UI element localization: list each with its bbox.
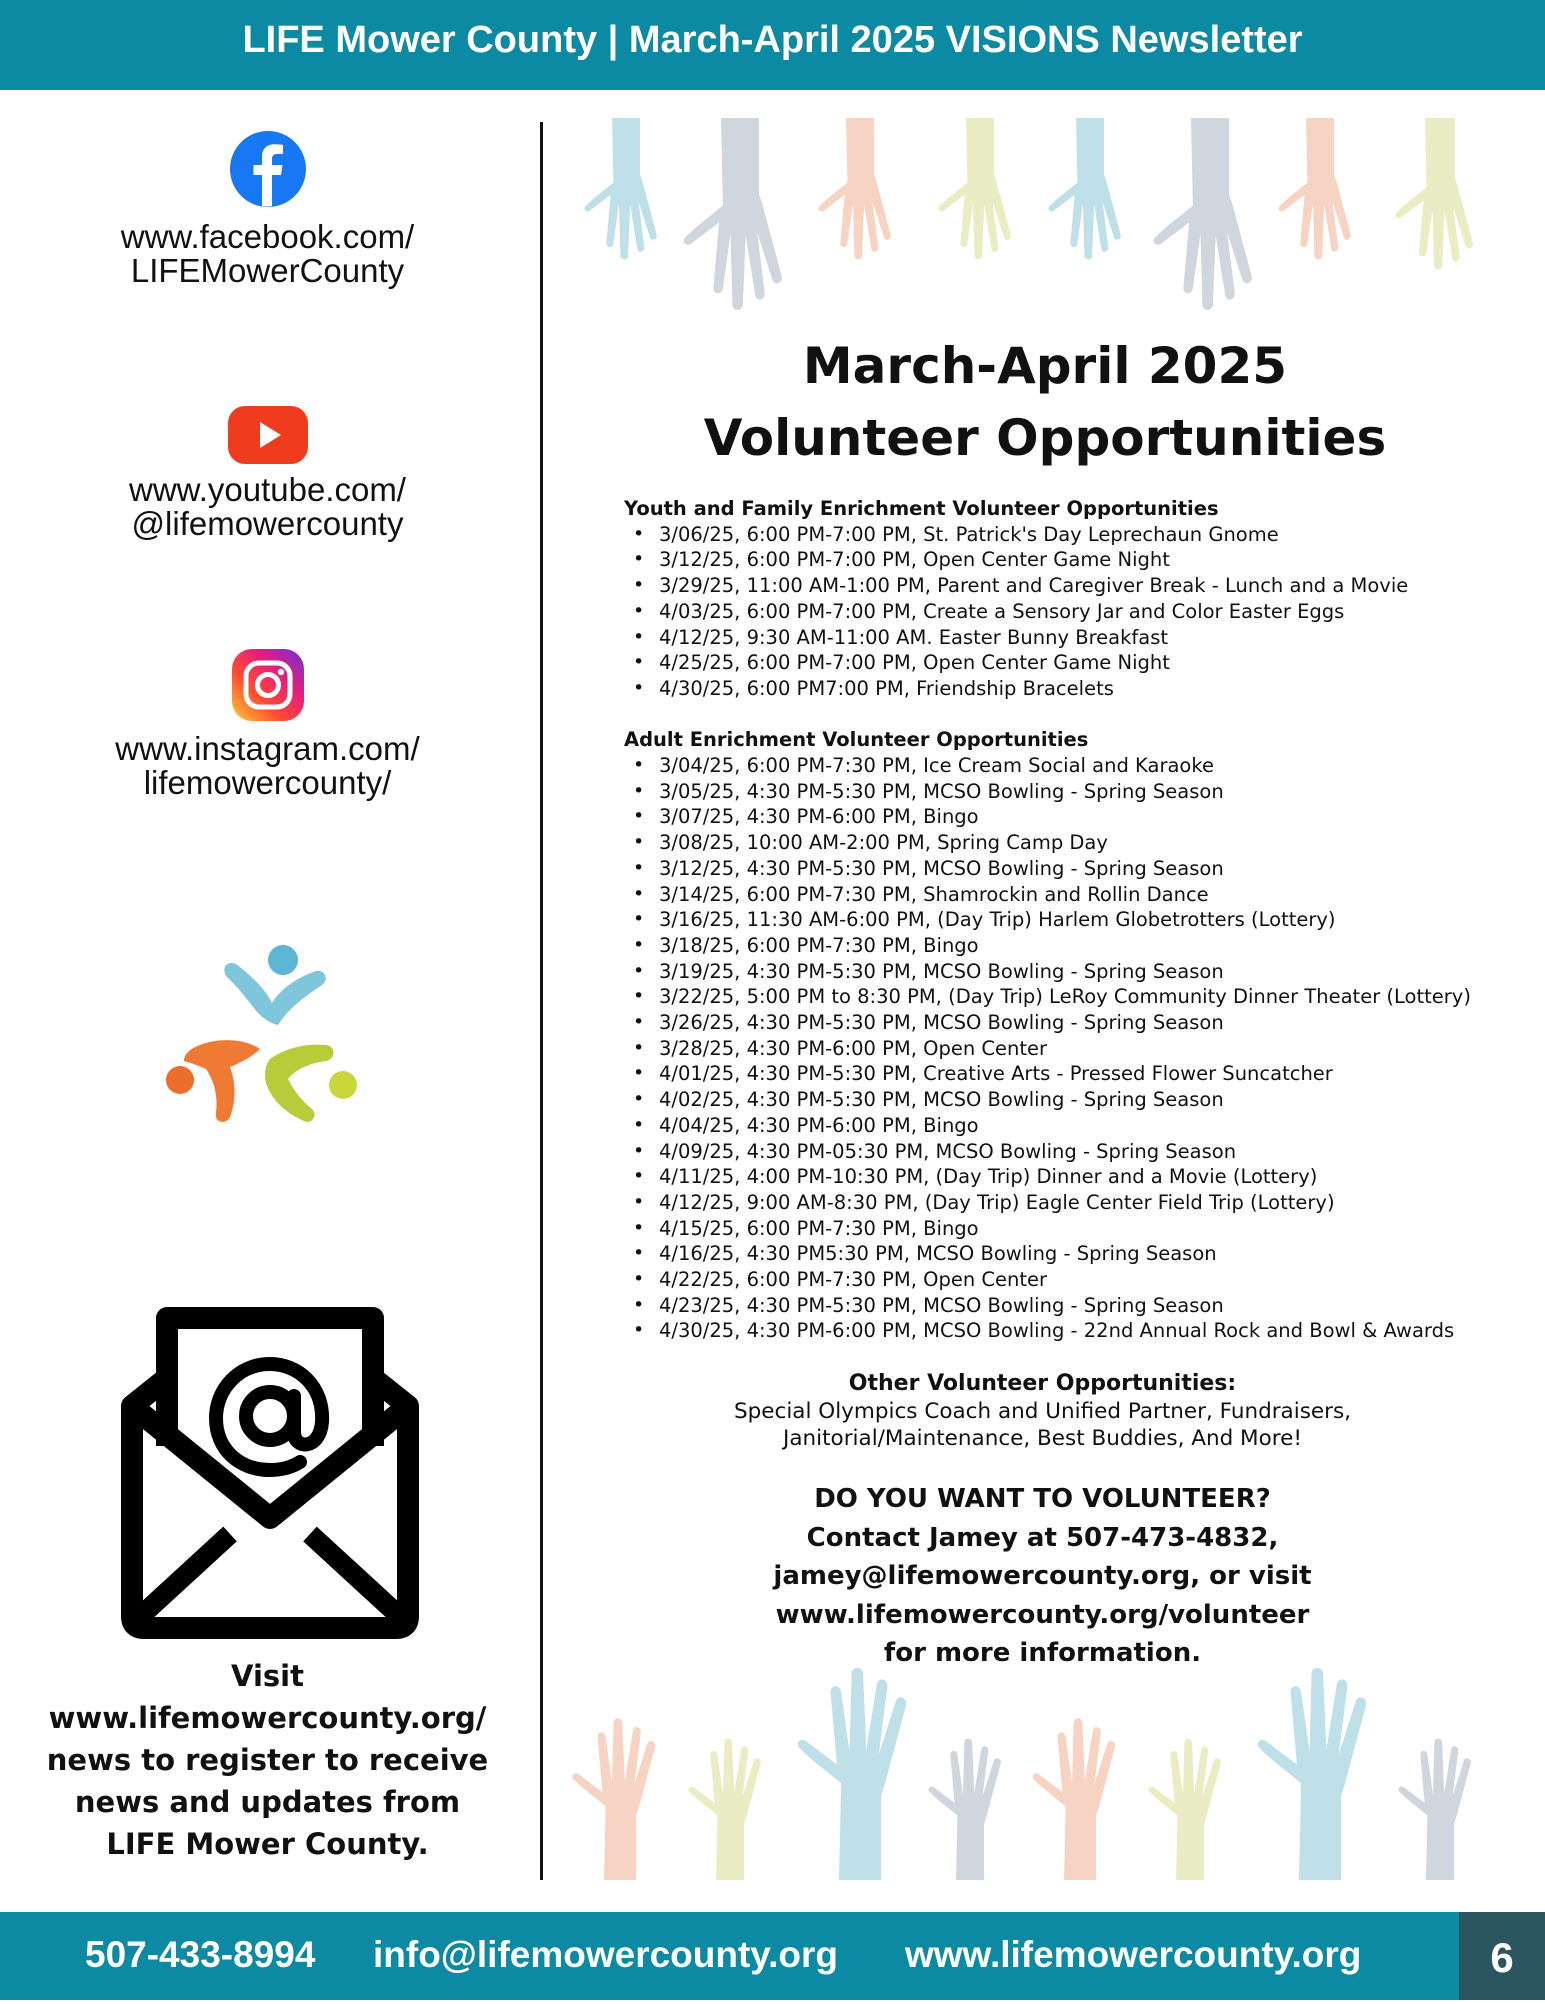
cta-line5: for more information. bbox=[883, 1638, 1202, 1668]
footer-website[interactable]: www.lifemowercounty.org bbox=[905, 1934, 1362, 1975]
youtube-block[interactable] bbox=[60, 405, 475, 541]
other-opportunities bbox=[640, 1370, 1445, 1452]
youtube-url-line2[interactable]: @lifemowercounty bbox=[131, 505, 404, 542]
visit-line4: news and updates from bbox=[74, 1785, 461, 1819]
adult-heading: Adult Enrichment Volunteer Opportunities bbox=[624, 728, 1089, 752]
list-item: • 4/30/25, 6:00 PM7:00 PM, Friendship Bracelets bbox=[659, 676, 1504, 702]
youth-heading: Youth and Family Enrichment Volunteer Opportunities bbox=[624, 497, 1219, 520]
list-item: • 3/14/25, 6:00 PM-7:30 PM, Shamrockin and Rollin Dance bbox=[659, 882, 1504, 908]
other-heading: Other Volunteer Opportunities: bbox=[848, 1371, 1237, 1396]
list-item: • 4/15/25, 6:00 PM-7:30 PM, Bingo bbox=[659, 1216, 1504, 1242]
footer-phone[interactable]: 507-433-8994 bbox=[85, 1934, 316, 1975]
instagram-icon[interactable] bbox=[231, 648, 305, 722]
list-item: • 3/12/25, 6:00 PM-7:00 PM, Open Center Game Night bbox=[659, 547, 1504, 573]
instagram-url-line2[interactable]: lifemowercounty/ bbox=[143, 764, 392, 801]
facebook-url-line1[interactable]: www.facebook.com/ bbox=[120, 218, 415, 255]
list-item: • 3/16/25, 11:30 AM-6:00 PM, (Day Trip) Harlem Globetrotters (Lottery) bbox=[659, 907, 1504, 933]
cta-line3[interactable]: jamey@lifemowercounty.org, or visit bbox=[773, 1561, 1312, 1591]
list-item: • 4/23/25, 4:30 PM-5:30 PM, MCSO Bowling - Spring Season bbox=[659, 1293, 1504, 1319]
list-item: • 4/22/25, 6:00 PM-7:30 PM, Open Center bbox=[659, 1267, 1504, 1293]
list-item: • 4/30/25, 4:30 PM-6:00 PM, MCSO Bowling - 22nd Annual Rock and Bowl & Awards bbox=[659, 1318, 1504, 1344]
column-divider bbox=[540, 122, 543, 1880]
instagram-block[interactable] bbox=[60, 648, 475, 800]
page-number: 6 bbox=[1459, 1912, 1545, 2000]
list-item: • 3/26/25, 4:30 PM-5:30 PM, MCSO Bowling - Spring Season bbox=[659, 1010, 1504, 1036]
visit-note bbox=[40, 1655, 495, 1865]
opportunity-lists bbox=[624, 496, 1504, 1344]
list-item: • 4/04/25, 4:30 PM-6:00 PM, Bingo bbox=[659, 1113, 1504, 1139]
list-item: • 3/22/25, 5:00 PM to 8:30 PM, (Day Trip) LeRoy Community Dinner Theater (Lottery) bbox=[659, 984, 1504, 1010]
header-bar bbox=[0, 0, 1545, 90]
youth-list bbox=[624, 522, 1504, 702]
header-title: LIFE Mower County | March-April 2025 VISIONS Newsletter bbox=[242, 19, 1303, 61]
list-item: • 3/06/25, 6:00 PM-7:00 PM, St. Patrick's Day Leprechaun Gnome bbox=[659, 522, 1504, 548]
hands-decoration-top bbox=[560, 118, 1520, 358]
envelope-at-icon bbox=[110, 1306, 430, 1640]
list-item: • 4/12/25, 9:00 AM-8:30 PM, (Day Trip) Eagle Center Field Trip (Lottery) bbox=[659, 1190, 1504, 1216]
facebook-url-line2[interactable]: LIFEMowerCounty bbox=[130, 252, 405, 289]
visit-line2[interactable]: www.lifemowercounty.org/ bbox=[48, 1701, 487, 1735]
list-item: • 3/18/25, 6:00 PM-7:30 PM, Bingo bbox=[659, 933, 1504, 959]
life-mower-county-logo bbox=[160, 945, 370, 1145]
list-item: • 4/12/25, 9:30 AM-11:00 AM. Easter Bunny Breakfast bbox=[659, 625, 1504, 651]
instagram-url-line1[interactable]: www.instagram.com/ bbox=[115, 730, 420, 767]
cta-line1: DO YOU WANT TO VOLUNTEER? bbox=[814, 1484, 1271, 1514]
other-line1: Special Olympics Coach and Unified Partner, Fundraisers, bbox=[733, 1399, 1352, 1424]
footer-bar bbox=[0, 1912, 1545, 2000]
list-item: • 4/03/25, 6:00 PM-7:00 PM, Create a Sensory Jar and Color Easter Eggs bbox=[659, 599, 1504, 625]
adult-list bbox=[624, 753, 1504, 1344]
title-line1: March-April 2025 bbox=[802, 337, 1288, 395]
visit-line1: Visit bbox=[231, 1659, 304, 1693]
youtube-url-line1[interactable]: www.youtube.com/ bbox=[129, 471, 406, 508]
list-item: • 4/11/25, 4:00 PM-10:30 PM, (Day Trip) Dinner and a Movie (Lottery) bbox=[659, 1164, 1504, 1190]
other-line2: Janitorial/Maintenance, Best Buddies, And More! bbox=[783, 1426, 1302, 1451]
youtube-icon[interactable] bbox=[227, 405, 309, 465]
hands-decoration-bottom bbox=[560, 1640, 1520, 1880]
list-item: • 4/09/25, 4:30 PM-05:30 PM, MCSO Bowling - Spring Season bbox=[659, 1139, 1504, 1165]
facebook-block[interactable] bbox=[60, 130, 475, 288]
list-item: • 3/04/25, 6:00 PM-7:30 PM, Ice Cream Social and Karaoke bbox=[659, 753, 1504, 779]
visit-line5: LIFE Mower County. bbox=[106, 1827, 429, 1861]
list-item: • 3/05/25, 4:30 PM-5:30 PM, MCSO Bowling - Spring Season bbox=[659, 779, 1504, 805]
cta-line4[interactable]: www.lifemowercounty.org/volunteer bbox=[775, 1599, 1310, 1630]
list-item: • 4/02/25, 4:30 PM-5:30 PM, MCSO Bowling - Spring Season bbox=[659, 1087, 1504, 1113]
footer-email[interactable]: info@lifemowercounty.org bbox=[373, 1934, 839, 1975]
facebook-icon[interactable] bbox=[229, 130, 307, 208]
list-item: • 4/25/25, 6:00 PM-7:00 PM, Open Center Game Night bbox=[659, 650, 1504, 676]
list-item: • 3/29/25, 11:00 AM-1:00 PM, Parent and Caregiver Break - Lunch and a Movie bbox=[659, 573, 1504, 599]
list-item: • 3/19/25, 4:30 PM-5:30 PM, MCSO Bowling - Spring Season bbox=[659, 959, 1504, 985]
page-title bbox=[580, 330, 1510, 474]
list-item: • 3/08/25, 10:00 AM-2:00 PM, Spring Camp Day bbox=[659, 830, 1504, 856]
visit-line3: news to register to receive bbox=[46, 1743, 489, 1777]
volunteer-cta bbox=[640, 1480, 1445, 1673]
list-item: • 4/16/25, 4:30 PM5:30 PM, MCSO Bowling - Spring Season bbox=[659, 1241, 1504, 1267]
list-item: • 3/28/25, 4:30 PM-6:00 PM, Open Center bbox=[659, 1036, 1504, 1062]
list-item: • 3/07/25, 4:30 PM-6:00 PM, Bingo bbox=[659, 804, 1504, 830]
title-line2: Volunteer Opportunities bbox=[703, 409, 1387, 467]
list-item: • 4/01/25, 4:30 PM-5:30 PM, Creative Arts - Pressed Flower Suncatcher bbox=[659, 1061, 1504, 1087]
list-item: • 3/12/25, 4:30 PM-5:30 PM, MCSO Bowling - Spring Season bbox=[659, 856, 1504, 882]
cta-line2: Contact Jamey at 507-473-4832, bbox=[806, 1522, 1279, 1553]
